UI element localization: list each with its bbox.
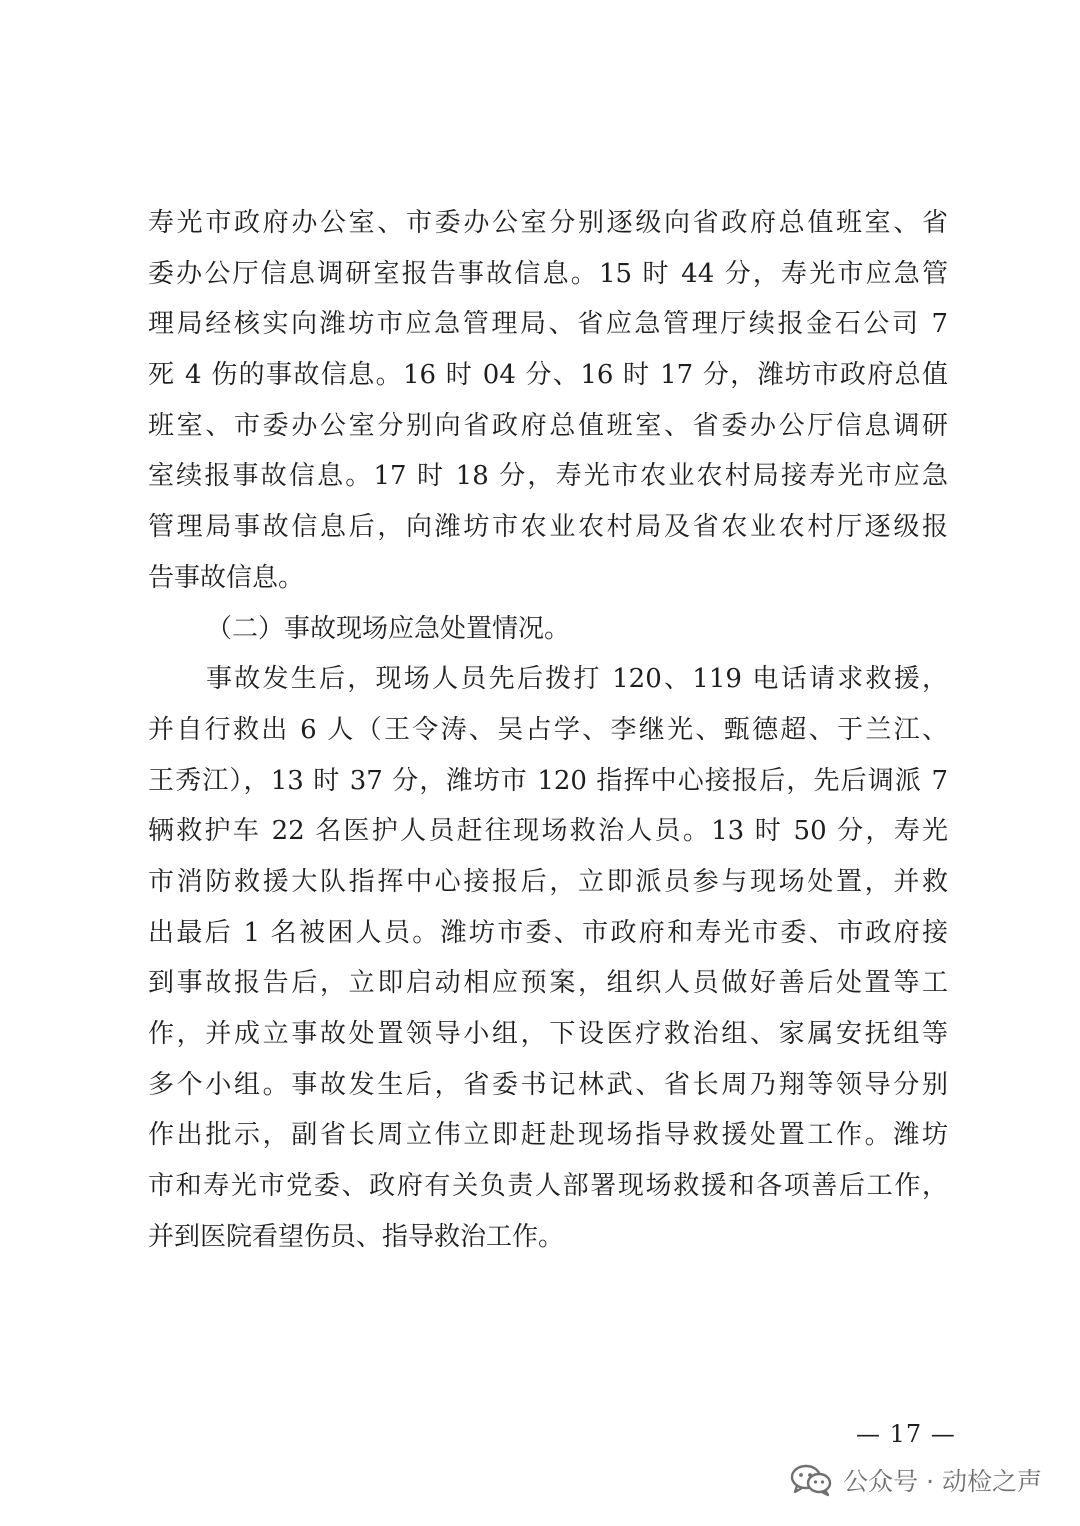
text-line: 辆救护车 22 名医护人员赶往现场救治人员。13 时 50 分，寿光 [148, 816, 948, 847]
text-line: 到事故报告后，立即启动相应预案，组织人员做好善后处置等工 [148, 968, 948, 999]
text-line: 寿光市政府办公室、市委办公室分别逐级向省政府总值班室、省 [148, 208, 948, 238]
text-line: 市和寿光市党委、政府有关负责人部署现场救援和各项善后工作， [148, 1171, 948, 1202]
text-line: 班室、市委办公室分别向省政府总值班室、省委办公厅信息调研 [148, 410, 948, 441]
text-line: 市消防救援大队指挥中心接报后，立即派员参与现场处置，并救 [148, 866, 948, 897]
text-line: 室续报事故信息。17 时 18 分，寿光市农业农村局接寿光市应急 [148, 461, 948, 492]
text-line: 多个小组。事故发生后，省委书记林武、省长周乃翔等领导分别 [148, 1069, 948, 1100]
text-line: 理局经核实向潍坊市应急管理局、省应急管理厅续报金石公司 7 [148, 309, 948, 340]
section-heading: （二）事故现场应急处置情况。 [206, 613, 571, 644]
body-text [148, 198, 948, 1262]
text-line: 死 4 伤的事故信息。16 时 04 分、16 时 17 分，潍坊市政府总值 [148, 360, 948, 391]
text-line: 事故发生后，现场人员先后拨打 120、119 电话请求救援， [206, 664, 948, 695]
text-line: 并自行救出 6 人（王令涛、吴占学、李继光、甄德超、于兰江、 [148, 714, 948, 745]
watermark-text: 公众号 · 动检之声 [843, 1467, 1042, 1496]
watermark [789, 1458, 1042, 1502]
text-line: 委办公厅信息调研室报告事故信息。15 时 44 分，寿光市应急管 [148, 258, 948, 289]
text-line: 作，并成立事故处置领导小组，下设医疗救治组、家属安抚组等 [148, 1019, 948, 1049]
text-line: 告事故信息。 [148, 562, 305, 593]
text-line: 并到医院看望伤员、指导救治工作。 [148, 1221, 565, 1252]
text-line: 出最后 1 名被困人员。潍坊市委、市政府和寿光市委、市政府接 [148, 917, 948, 948]
text-line: 作出批示，副省长周立伟立即赶赴现场指导救援处置工作。潍坊 [148, 1120, 948, 1151]
text-line: 管理局事故信息后，向潍坊市农业农村局及省农业农村厅逐级报 [148, 512, 948, 543]
text-line: 王秀江），13 时 37 分，潍坊市 120 指挥中心接报后，先后调派 7 [148, 765, 948, 796]
wechat-icon [789, 1463, 833, 1497]
page-number: — 17 — [856, 1420, 956, 1448]
